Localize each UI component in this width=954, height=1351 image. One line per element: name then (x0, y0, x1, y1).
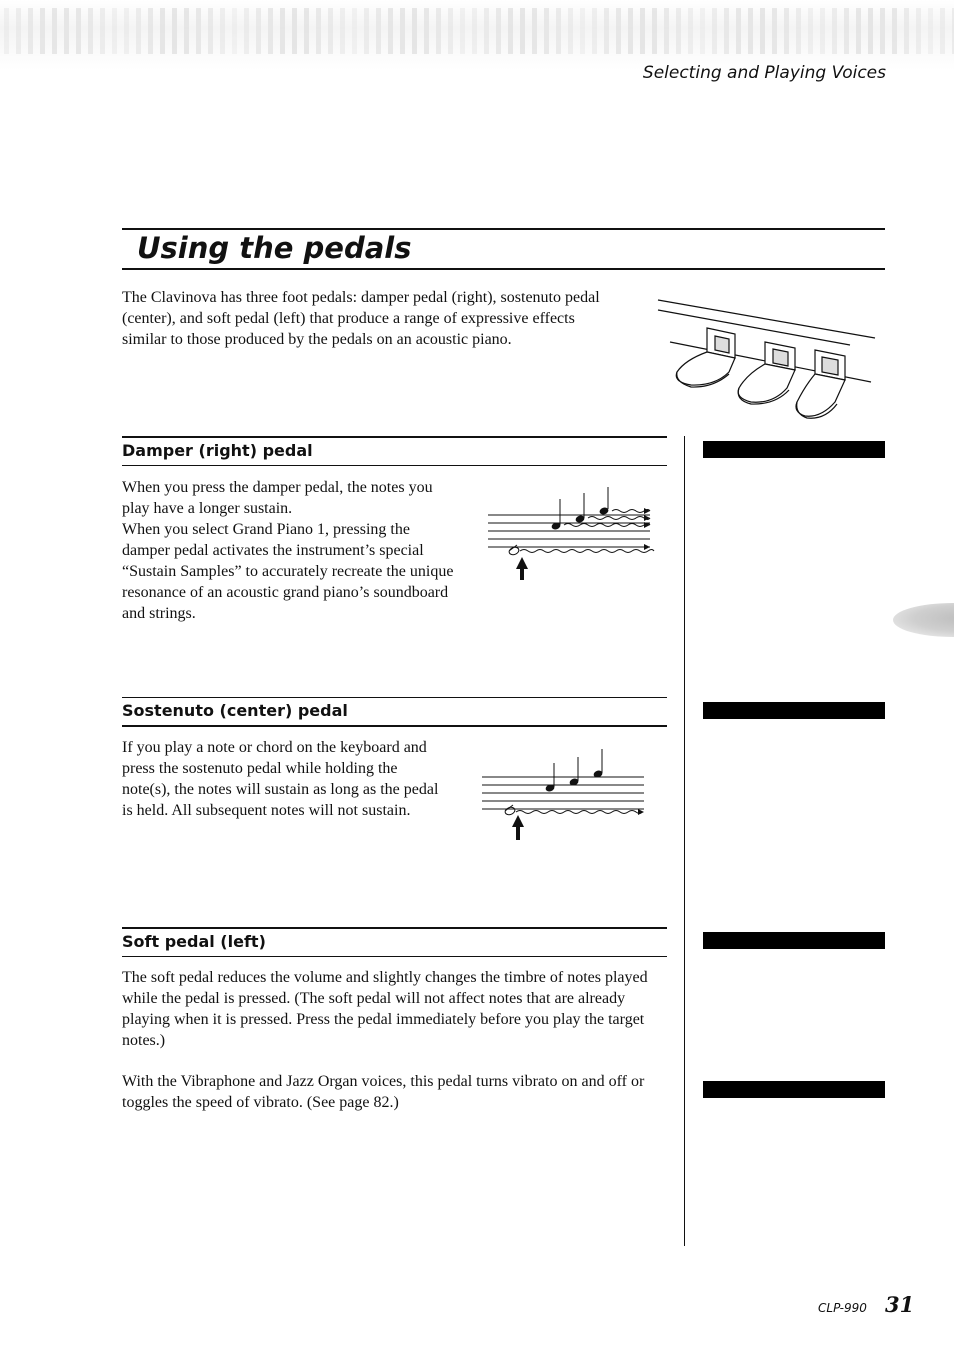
keyboard-key (532, 8, 537, 54)
damper-section-heading: Damper (right) pedal (122, 441, 313, 460)
keyboard-key (940, 8, 945, 54)
keyboard-key (784, 8, 789, 54)
keyboard-key (700, 8, 705, 54)
title-rule-bottom (122, 268, 885, 270)
page-number: 31 (885, 1292, 915, 1317)
keyboard-key (484, 8, 489, 54)
keyboard-key (52, 8, 57, 54)
sostenuto-section-rule-bottom (122, 725, 667, 727)
soft-section-rule-bottom (122, 956, 667, 957)
keyboard-key (64, 8, 69, 54)
keyboard-key (352, 8, 357, 54)
keyboard-key (796, 8, 801, 54)
keyboard-key (628, 8, 633, 54)
keyboard-key (4, 8, 9, 54)
soft-paragraph: The soft pedal reduces the volume and slightly changes the timbre of notes played while the pedal is pressed. (The soft pedal will not affect notes that are already playing when it is pressed. Press the pedal immediately before you play the target notes.) (122, 969, 648, 1049)
keyboard-key (376, 8, 381, 54)
keyboard-key (244, 8, 249, 54)
keyboard-key (196, 8, 201, 54)
keyboard-key (688, 8, 693, 54)
keyboard-key (256, 8, 261, 54)
keyboard-key (268, 8, 273, 54)
keyboard-key (412, 8, 417, 54)
keyboard-key (280, 8, 285, 54)
side-note-bar (703, 441, 885, 458)
keyboard-key (76, 8, 81, 54)
keyboard-key (364, 8, 369, 54)
keyboard-key (748, 8, 753, 54)
side-note-bar (703, 1081, 885, 1098)
keyboard-key (88, 8, 93, 54)
page-title: Using the pedals (137, 231, 412, 265)
column-divider (684, 436, 685, 1246)
keyboard-key (232, 8, 237, 54)
pedals-icon (655, 290, 885, 425)
keyboard-key (820, 8, 825, 54)
side-note-bar (703, 932, 885, 949)
keyboard-key (712, 8, 717, 54)
keyboard-key (652, 8, 657, 54)
keyboard-key (100, 8, 105, 54)
keyboard-key (424, 8, 429, 54)
keyboard-key (592, 8, 597, 54)
keyboard-key (400, 8, 405, 54)
keyboard-key (172, 8, 177, 54)
keyboard-key (40, 8, 45, 54)
damper-paragraph-line-1: When you press the damper pedal, the notes you play have a longer sustain. (122, 479, 433, 517)
keyboard-key (136, 8, 141, 54)
keyboard-key (16, 8, 21, 54)
keyboard-key (460, 8, 465, 54)
running-header: Selecting and Playing Voices (642, 63, 886, 83)
keyboard-key (916, 8, 921, 54)
keyboard-key (604, 8, 609, 54)
side-note-bar (703, 702, 885, 719)
keyboard-key (508, 8, 513, 54)
damper-paragraph-line-2: When you select Grand Piano 1, pressing the damper pedal activates the instrument’s special “Sustain Samples” to accurately recreate the unique resonance of an acoustic grand piano’s soundboard and strings. (122, 521, 454, 622)
keyboard-key (208, 8, 213, 54)
keyboard-key (340, 8, 345, 54)
keyboard-key (436, 8, 441, 54)
sostenuto-section-rule-top (122, 697, 667, 698)
keyboard-key (184, 8, 189, 54)
keyboard-key (556, 8, 561, 54)
keyboard-key (772, 8, 777, 54)
keyboard-key (664, 8, 669, 54)
keyboard-key (640, 8, 645, 54)
keyboard-key (808, 8, 813, 54)
damper-section-rule-top (122, 436, 667, 438)
keyboard-key (220, 8, 225, 54)
keyboard-key (844, 8, 849, 54)
footer-model: CLP-990 (818, 1301, 867, 1315)
keyboard-key (676, 8, 681, 54)
soft-paragraph-2: With the Vibraphone and Jazz Organ voices, this pedal turns vibrato on and off or toggles the speed of vibrato. (See page 82.) (122, 1073, 645, 1111)
keyboard-key (448, 8, 453, 54)
keyboard-key (316, 8, 321, 54)
keyboard-key (928, 8, 933, 54)
keyboard-key (292, 8, 297, 54)
keyboard-key (832, 8, 837, 54)
keyboard-key (856, 8, 861, 54)
keyboard-header-band (0, 0, 954, 70)
keyboard-key (472, 8, 477, 54)
chapter-tab (893, 603, 954, 637)
sostenuto-paragraph: If you play a note or chord on the keyboard and press the sostenuto pedal while holding the note(s), the notes will sustain as long as the pedal is held. All subsequent notes will not sustain. (122, 739, 439, 819)
keyboard-key (880, 8, 885, 54)
keyboard-key (112, 8, 117, 54)
keyboard-key (496, 8, 501, 54)
keyboard-key (160, 8, 165, 54)
keyboard-key (580, 8, 585, 54)
keyboard-key (892, 8, 897, 54)
keyboard-key (568, 8, 573, 54)
keyboard-key (124, 8, 129, 54)
keyboard-key (28, 8, 33, 54)
sostenuto-section-heading: Sostenuto (center) pedal (122, 701, 348, 720)
keyboard-key (544, 8, 549, 54)
damper-notation-icon (480, 485, 655, 585)
keyboard-key (760, 8, 765, 54)
soft-section-rule-top (122, 927, 667, 929)
sostenuto-notation-icon (476, 745, 651, 845)
keyboard-key (616, 8, 621, 54)
damper-section-rule-bottom (122, 465, 667, 466)
keyboard-key (736, 8, 741, 54)
keyboard-key (904, 8, 909, 54)
keyboard-key (868, 8, 873, 54)
keyboard-key (304, 8, 309, 54)
keyboard-key (328, 8, 333, 54)
keyboard-key (520, 8, 525, 54)
damper-paragraph (122, 477, 457, 624)
keyboard-key (388, 8, 393, 54)
soft-section-heading: Soft pedal (left) (122, 932, 266, 951)
keyboard-key (148, 8, 153, 54)
intro-paragraph: The Clavinova has three foot pedals: damper pedal (right), sostenuto pedal (center), and soft pedal (left) that produce a range of expressive effects similar to those produced by the pedals on an acoustic piano. (122, 289, 600, 348)
keyboard-key (724, 8, 729, 54)
